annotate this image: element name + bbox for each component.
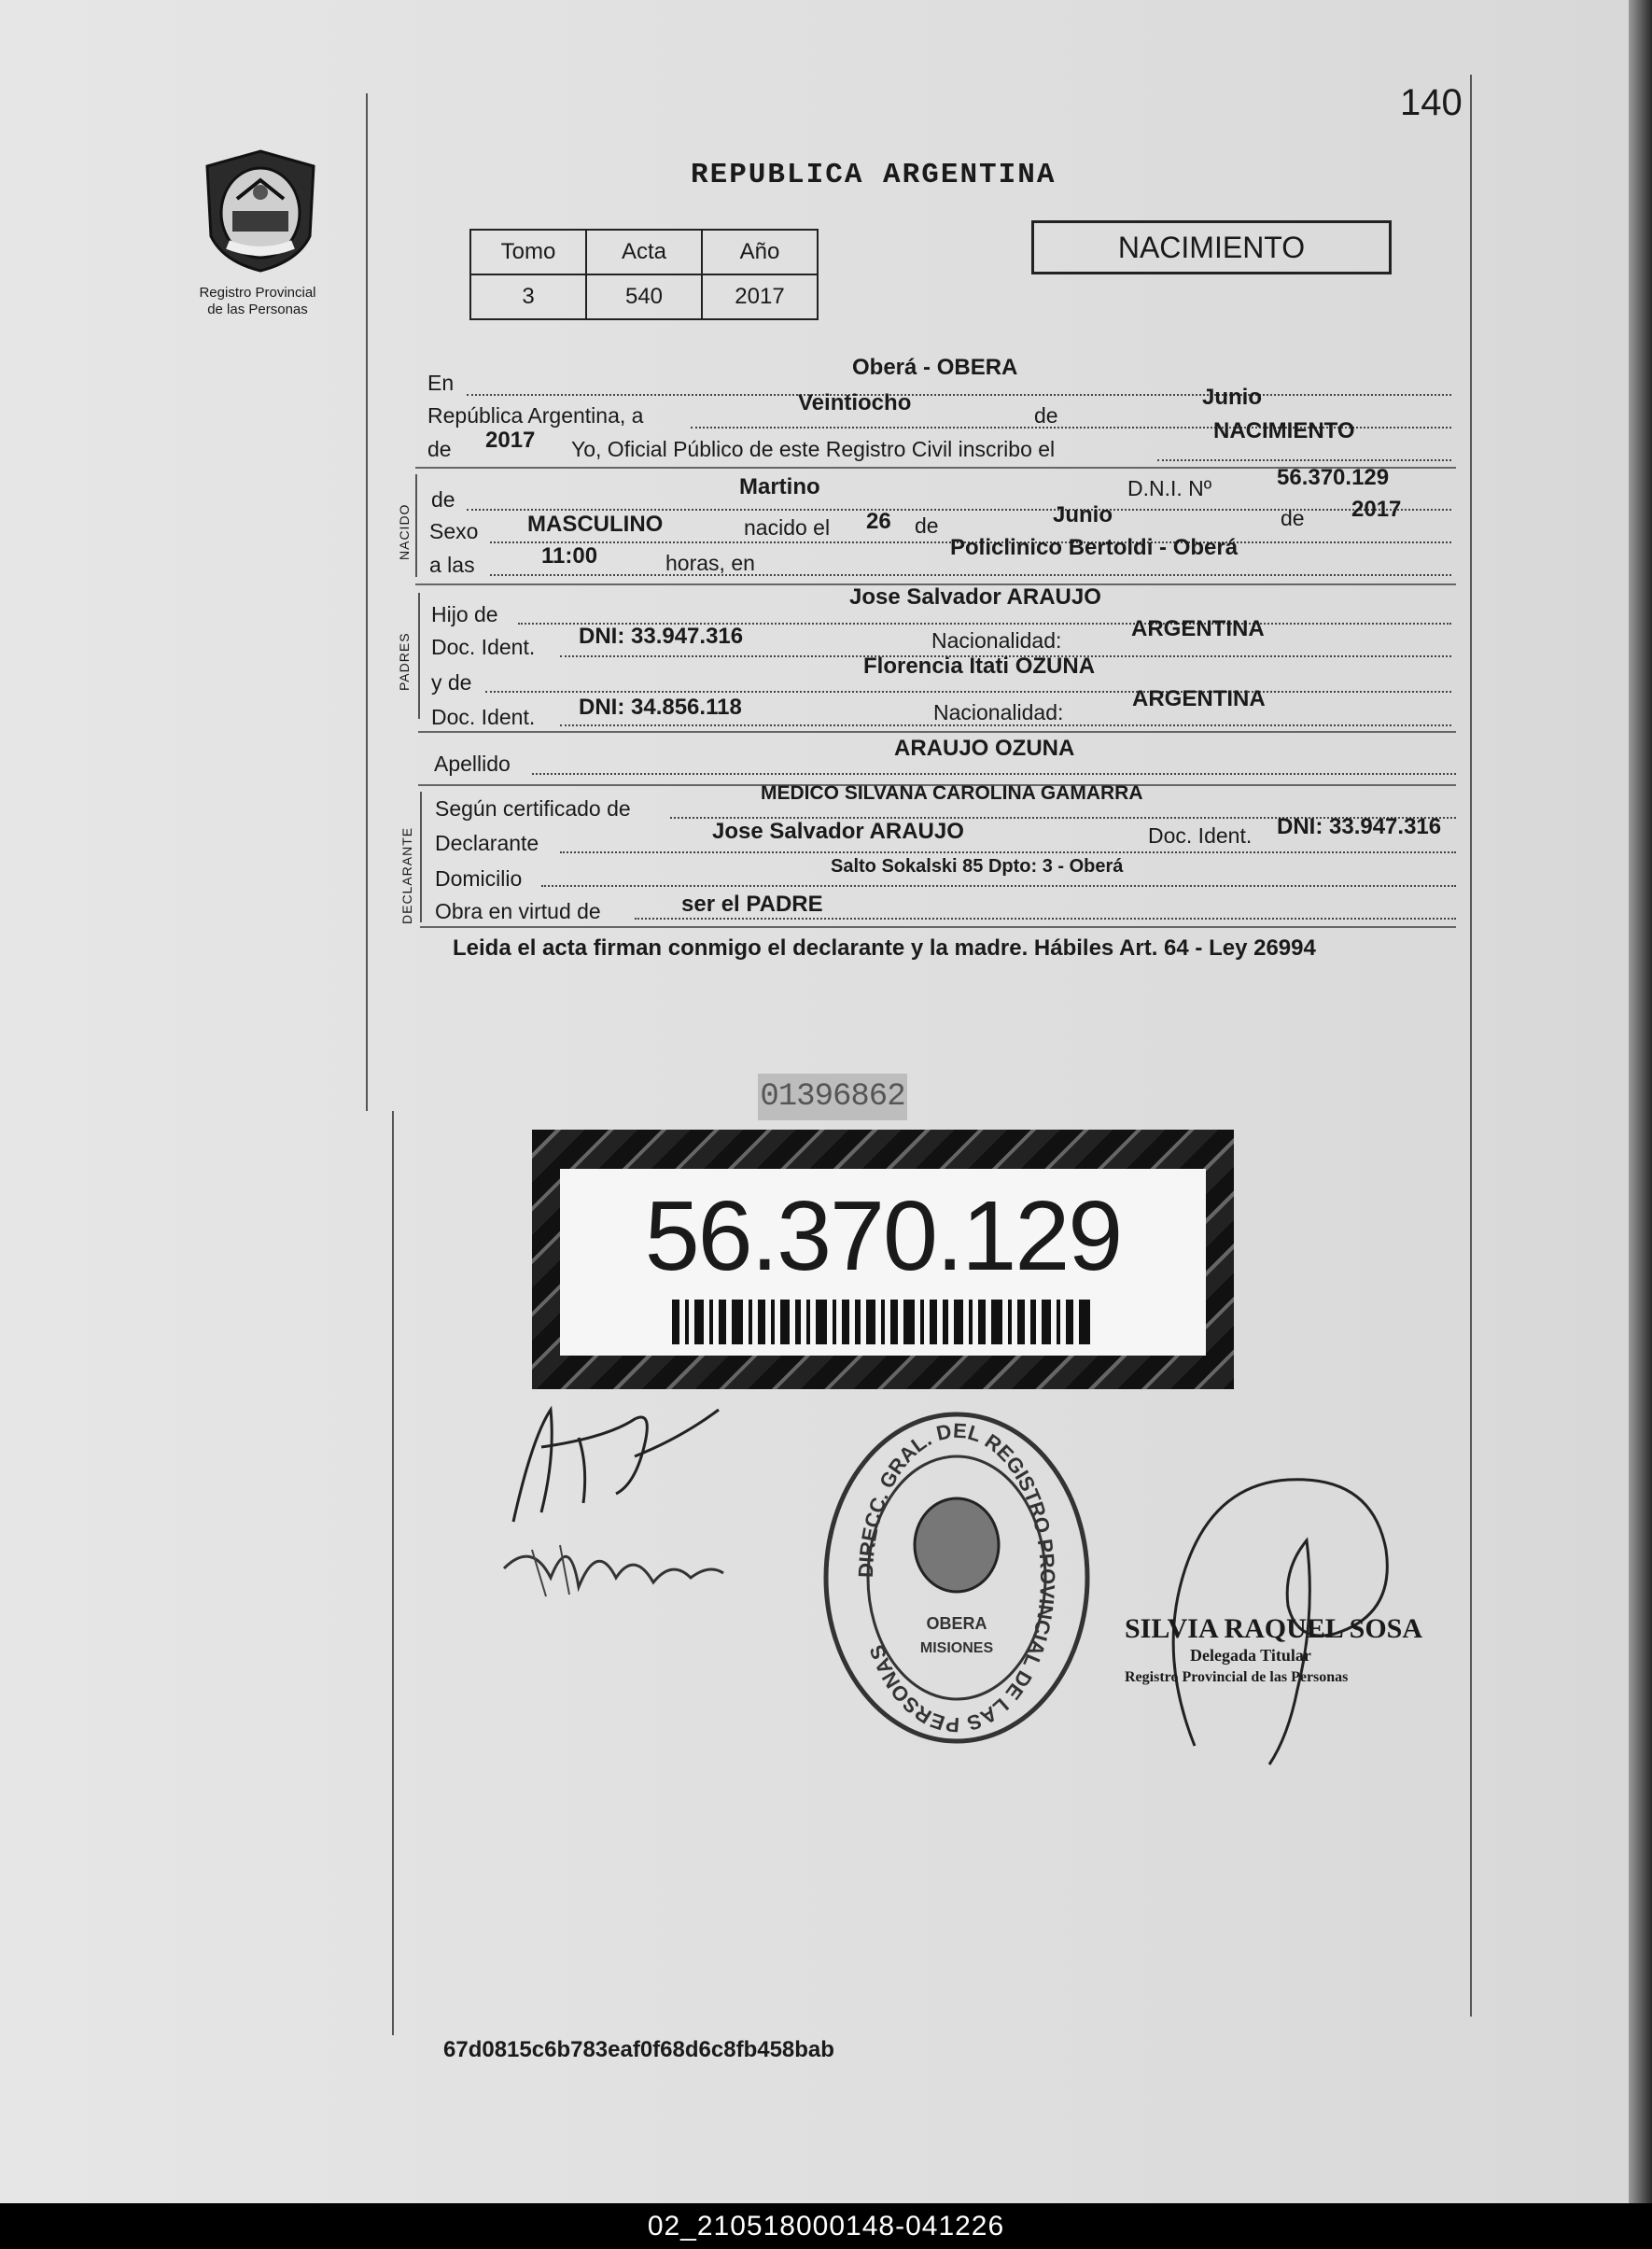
serial-number: 01396862 — [758, 1074, 907, 1120]
declarante-label: Declarante — [435, 831, 539, 855]
declarante-doc: DNI: 33.947.316 — [1277, 814, 1442, 839]
apellido-value: ARAUJO OZUNA — [894, 736, 1075, 761]
mother-doc-label: Doc. Ident. — [431, 705, 536, 729]
domicilio-value: Salto Sokalski 85 Dpto: 3 - Oberá — [831, 856, 1124, 877]
dotted-line — [1157, 459, 1451, 461]
hijo-de-label: Hijo de — [431, 602, 498, 626]
child-name: Martino — [739, 474, 820, 499]
record-day-words: Veintiocho — [798, 390, 912, 415]
section-divider — [420, 926, 1456, 928]
section-nacido: NACIDO — [397, 503, 412, 560]
birth-month: Junio — [1053, 502, 1113, 527]
section-bracket-padres — [418, 593, 420, 719]
table-header-acta: Acta — [586, 230, 702, 274]
id-badge — [532, 1130, 1234, 1389]
nacido-de-label-2: de — [915, 513, 939, 538]
certificado-label: Según certificado de — [435, 796, 631, 821]
sexo-label: Sexo — [429, 519, 479, 543]
mother-nationality-label: Nacionalidad: — [933, 700, 1064, 724]
province-coat-of-arms-icon — [200, 148, 321, 274]
page-edge-shadow — [1629, 0, 1652, 2203]
dotted-line — [490, 574, 1451, 576]
birth-day: 26 — [866, 509, 891, 534]
mother-doc: DNI: 34.856.118 — [579, 695, 742, 720]
dotted-line — [541, 885, 1456, 887]
y-de-label: y de — [431, 670, 472, 695]
child-sexo: MASCULINO — [527, 512, 664, 537]
dotted-line — [635, 918, 1456, 920]
mother-nationality: ARGENTINA — [1132, 686, 1266, 711]
signer-org: Registro Provincial de las Personas — [1125, 1669, 1349, 1685]
table-value-acta: 540 — [586, 274, 702, 319]
section-padres: PADRES — [397, 632, 412, 691]
record-act: NACIMIENTO — [1213, 418, 1355, 443]
barcode-icon — [672, 1300, 1092, 1344]
en-label: En — [427, 371, 455, 395]
record-year-de-label: de — [427, 437, 452, 461]
signer-name: SILVIA RAQUEL SOSA — [1125, 1613, 1423, 1644]
badge-number: 56.370.129 — [644, 1181, 1122, 1291]
father-nationality: ARGENTINA — [1131, 616, 1265, 641]
logo-caption — [164, 285, 351, 318]
certificado-value: MEDICO SILVANA CAROLINA GAMARRA — [761, 782, 1143, 804]
declarant-signature-icon — [495, 1382, 737, 1606]
father-doc: DNI: 33.947.316 — [579, 624, 744, 649]
tomo-acta-table — [469, 229, 819, 320]
inscribo-label: Yo, Oficial Público de este Registro Civil inscribo el — [571, 437, 1056, 461]
nacido-el-label: nacido el — [744, 515, 831, 540]
father-name: Jose Salvador ARAUJO — [849, 584, 1101, 610]
seal-ring-text: DIRECC. GRAL. DEL REGISTRO PROVINCIAL DE LAS PERSONAS — [853, 1418, 1060, 1737]
apellido-label: Apellido — [434, 752, 511, 776]
table-header-row — [470, 230, 818, 274]
dotted-line — [532, 773, 1456, 775]
closing-statement: Leida el acta firman conmigo el declarante y la madre. Hábiles Art. 64 - Ley 26994 — [453, 935, 1316, 961]
country-heading: REPUBLICA ARGENTINA — [691, 159, 1057, 191]
footer-code: 02_210518000148-041226 — [0, 2203, 1652, 2249]
domicilio-label: Domicilio — [435, 866, 523, 891]
child-dni: 56.370.129 — [1277, 465, 1390, 490]
mother-name: Florencia Itati OZUNA — [863, 654, 1096, 679]
birth-place: Policlinico Bertoldi - Oberá — [950, 535, 1239, 560]
table-header-ano: Año — [702, 230, 818, 274]
a-las-label: a las — [429, 553, 475, 577]
left-margin-line — [366, 93, 368, 1111]
id-badge-panel — [560, 1169, 1206, 1356]
dni-label: D.N.I. Nº — [1127, 476, 1212, 500]
father-doc-label: Doc. Ident. — [431, 635, 536, 659]
logo-caption-line1: Registro Provincial — [199, 285, 316, 301]
record-place: Oberá - OBERA — [852, 355, 1018, 380]
obra-value: ser el PADRE — [681, 892, 823, 917]
table-value-tomo: 3 — [470, 274, 586, 319]
signer-role: Delegada Titular — [1190, 1646, 1311, 1665]
record-month: Junio — [1202, 385, 1262, 410]
dotted-line — [467, 394, 1451, 396]
horas-label: horas, en — [665, 551, 755, 575]
left-margin-line-lower — [392, 1111, 394, 2035]
record-de-label: de — [1034, 403, 1058, 428]
record-year: 2017 — [485, 428, 536, 453]
birth-time: 11:00 — [541, 543, 598, 569]
seal-center-line1: OBERA — [926, 1614, 987, 1633]
father-nationality-label: Nacionalidad: — [931, 628, 1062, 653]
registry-seal-icon — [817, 1405, 1097, 1750]
dotted-line — [485, 691, 1451, 693]
right-margin-line — [1470, 75, 1472, 2017]
table-header-tomo: Tomo — [470, 230, 586, 274]
page-number: 140 — [1400, 82, 1463, 123]
dotted-line — [560, 851, 1456, 853]
declarante-doc-label: Doc. Ident. — [1148, 823, 1253, 848]
table-value-ano: 2017 — [702, 274, 818, 319]
record-type-box: NACIMIENTO — [1031, 220, 1392, 274]
document-hash: 67d0815c6b783eaf0f68d6c8fb458bab — [443, 2037, 834, 2062]
republica-label: República Argentina, a — [427, 403, 644, 428]
birth-year: 2017 — [1351, 497, 1402, 522]
nacido-de-label: de — [431, 487, 455, 512]
seal-center-line2: MISIONES — [919, 1640, 994, 1656]
obra-label: Obra en virtud de — [435, 899, 601, 923]
logo-caption-line2: de las Personas — [207, 302, 308, 317]
nacido-de-label-3: de — [1281, 506, 1305, 530]
declarante-name: Jose Salvador ARAUJO — [712, 819, 964, 844]
section-divider — [418, 731, 1456, 733]
section-declarante: DECLARANTE — [399, 826, 414, 924]
table-value-row — [470, 274, 818, 319]
section-bracket-declarante — [420, 792, 422, 922]
section-bracket-nacido — [415, 474, 417, 577]
